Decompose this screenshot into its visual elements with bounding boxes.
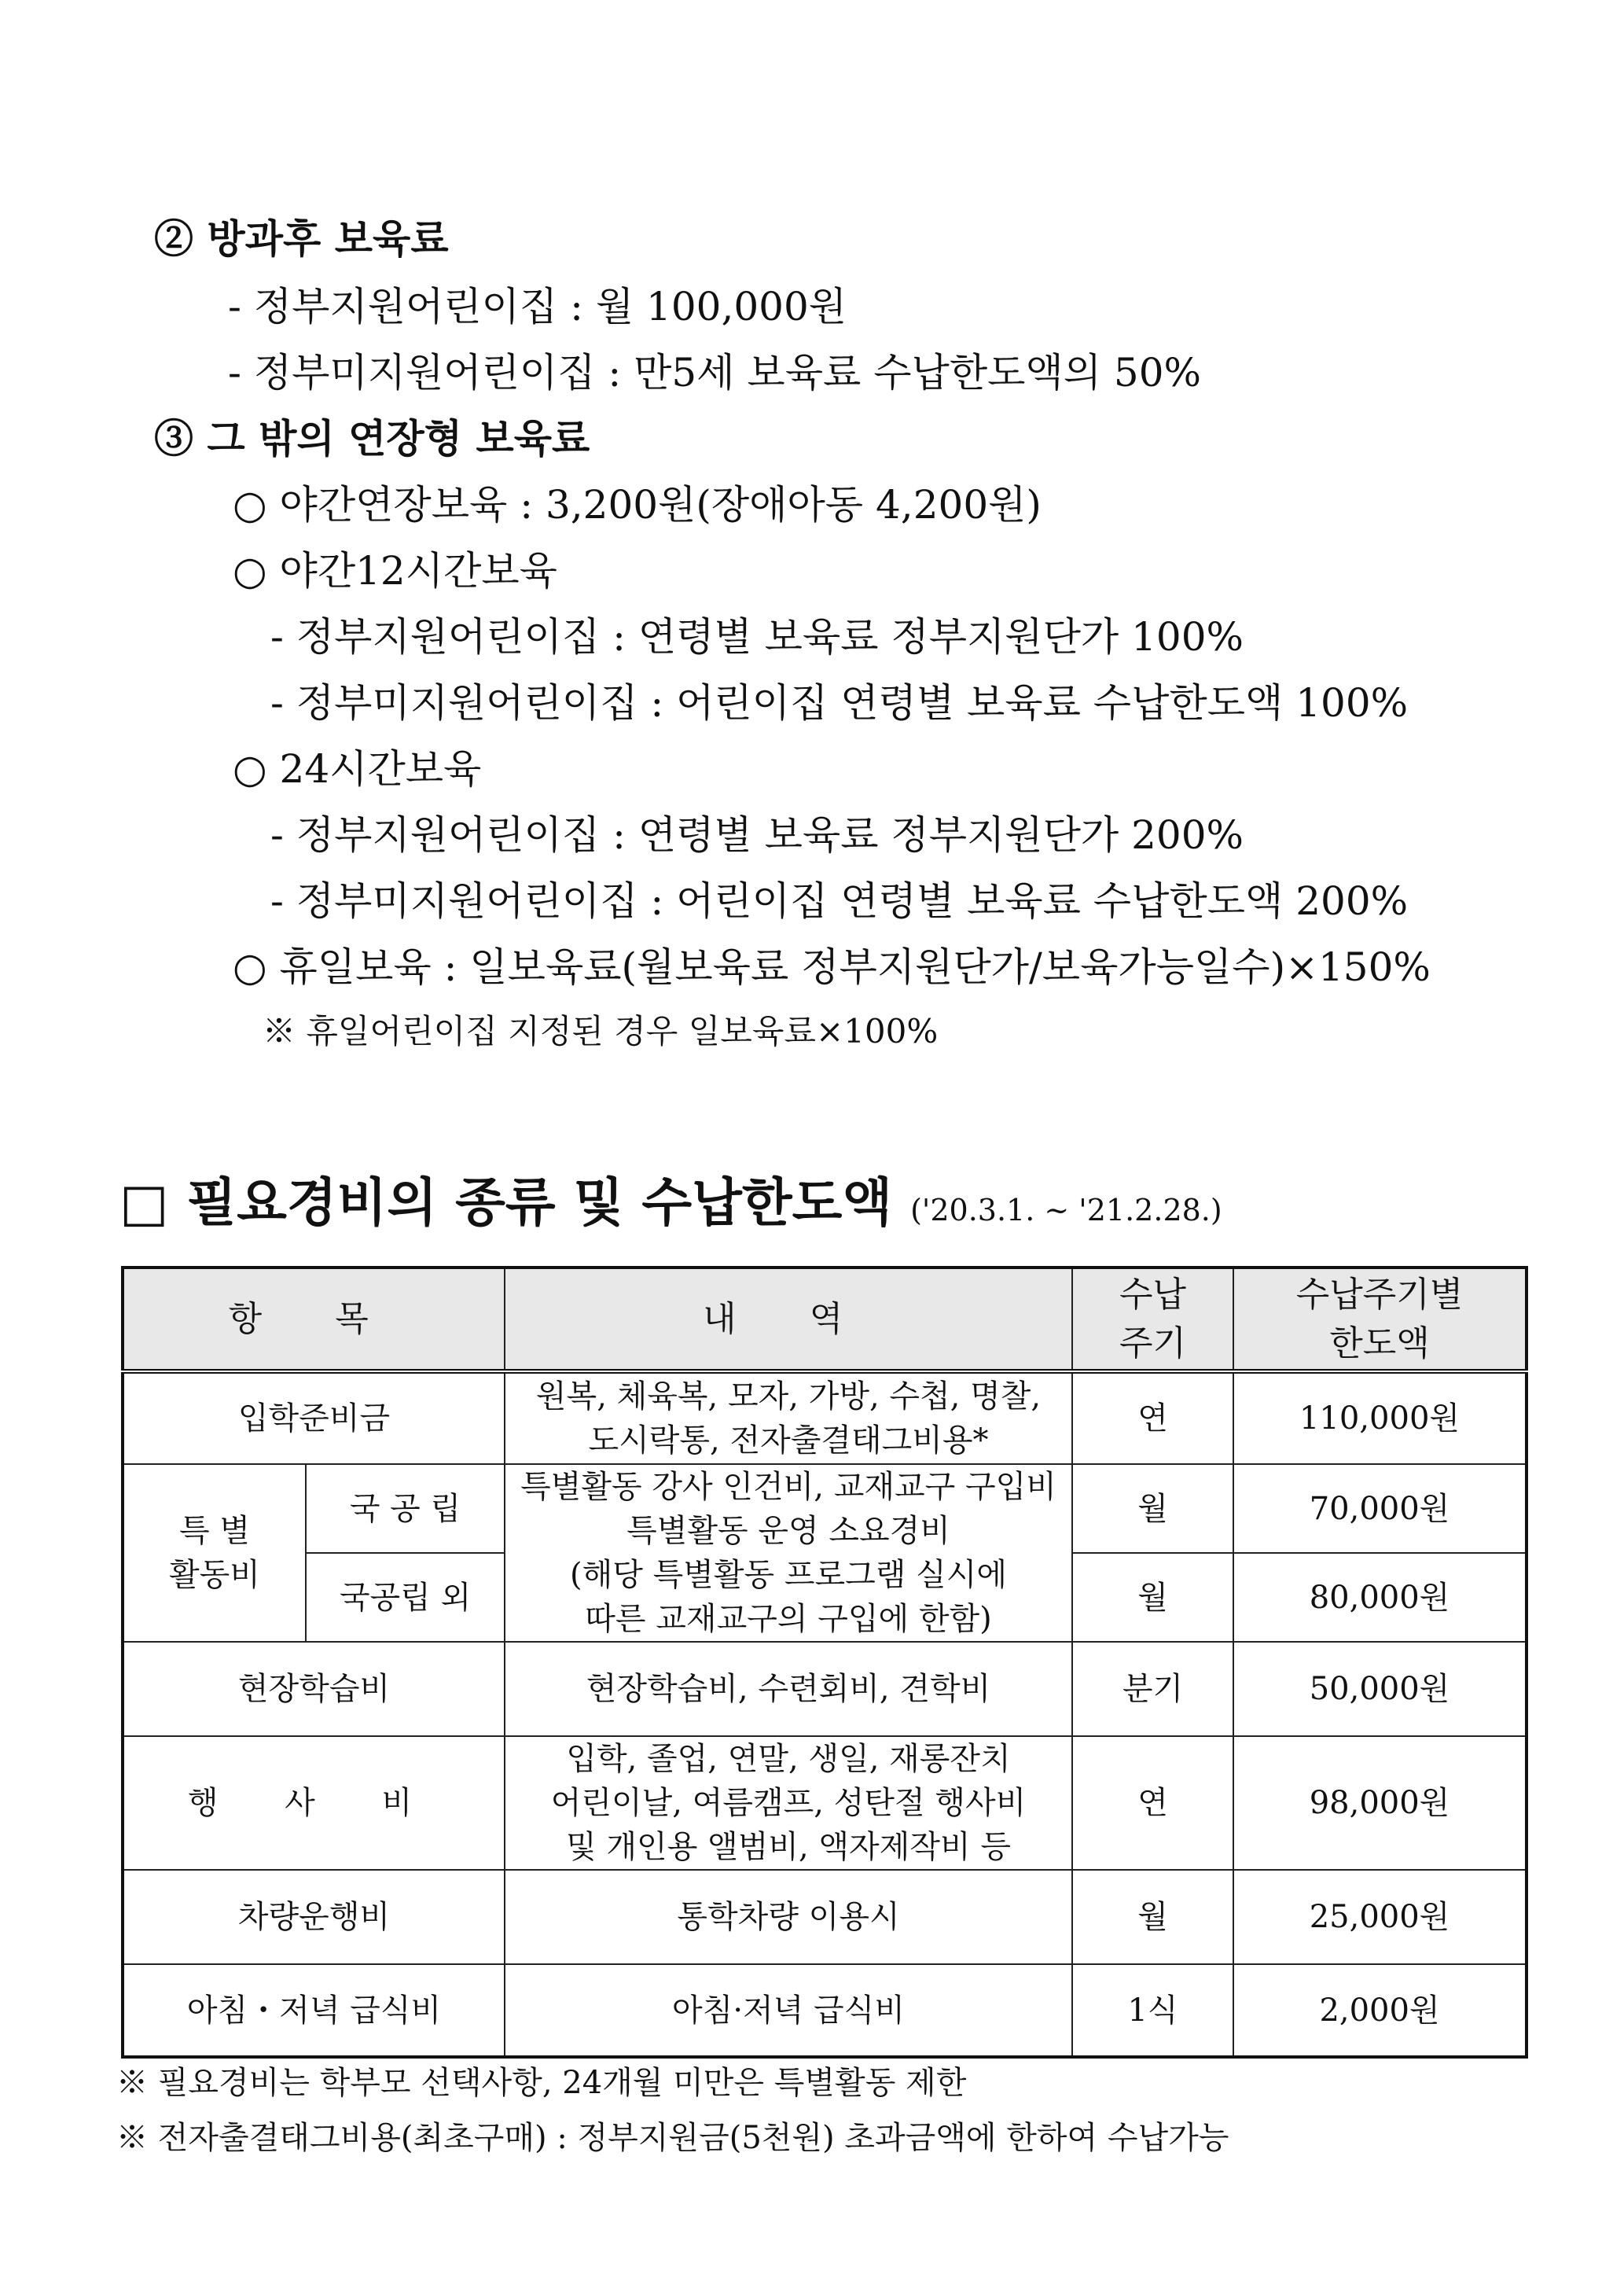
table-header-row [123, 1268, 1527, 1371]
after-school-heading: ② 방과후 보육료 [154, 215, 449, 262]
table-row-special-public [123, 1464, 1527, 1553]
section-period: ('20.3.1. ~ '21.2.28.) [910, 1193, 1222, 1227]
cell-item: 차량운행비 [123, 1870, 505, 1964]
night-12h-item-non-government: - 정부미지원어린이집 : 어린이집 연령별 보육료 수납한도액 100% [270, 680, 1409, 726]
cell-limit: 80,000원 [1233, 1553, 1527, 1642]
night-12h-item-government: - 정부지원어린이집 : 연령별 보육료 정부지원단가 100% [270, 614, 1244, 660]
cell-limit: 98,000원 [1233, 1736, 1527, 1870]
cell-limit: 25,000원 [1233, 1870, 1527, 1964]
cell-cycle: 연 [1072, 1736, 1233, 1870]
cell-limit: 50,000원 [1233, 1642, 1527, 1736]
cell-limit: 70,000원 [1233, 1464, 1527, 1553]
cell-detail: 입학, 졸업, 연말, 생일, 재롱잔치 어린이날, 여름캠프, 성탄절 행사비 및 개인용 앨범비, 액자제작비 등 [505, 1736, 1072, 1870]
night-extension-item: ○ 야간연장보육 : 3,200원(장애아동 4,200원) [233, 482, 1042, 528]
night-12h-label: ○ 야간12시간보육 [233, 548, 557, 594]
holiday-care-item: ○ 휴일보육 : 일보육료(월보육료 정부지원단가/보육가능일수)×150% [233, 944, 1431, 990]
table-row-field-trip [123, 1642, 1527, 1736]
cell-item: 입학준비금 [123, 1371, 505, 1464]
footnote-special-activity: ※ 필요경비는 학부모 선택사항, 24개월 미만은 특별활동 제한 [116, 2065, 967, 2101]
footnote-attendance-tag: ※ 전자출결태그비용(최초구매) : 정부지원금(5천원) 초과금액에 한하여 수납가능 [116, 2120, 1229, 2156]
table-row-admission [123, 1371, 1527, 1464]
care-24h-item-non-government: - 정부미지원어린이집 : 어린이집 연령별 보육료 수납한도액 200% [270, 878, 1409, 924]
cell-subitem-public: 국 공 립 [306, 1464, 505, 1553]
header-limit: 수납주기별 한도액 [1233, 1268, 1527, 1371]
cell-item-special: 특 별 활동비 [123, 1464, 306, 1642]
header-cycle: 수납 주기 [1072, 1268, 1233, 1371]
table-row-meal [123, 1964, 1527, 2057]
care-24h-label: ○ 24시간보육 [233, 746, 482, 792]
section-title-text: □ 필요경비의 종류 및 수납한도액 [119, 1172, 893, 1233]
cell-limit: 2,000원 [1233, 1964, 1527, 2057]
cell-item: 현장학습비 [123, 1642, 505, 1736]
header-detail: 내 역 [505, 1268, 1072, 1371]
section-title [119, 1172, 1222, 1242]
cell-cycle: 연 [1072, 1371, 1233, 1464]
cell-cycle: 월 [1072, 1870, 1233, 1964]
cell-cycle: 분기 [1072, 1642, 1233, 1736]
cell-item: 행 사 비 [123, 1736, 505, 1870]
extended-care-heading: ③ 그 밖의 연장형 보육료 [154, 415, 590, 462]
care-24h-item-government: - 정부지원어린이집 : 연령별 보육료 정부지원단가 200% [270, 812, 1244, 858]
cell-detail-special: 특별활동 강사 인건비, 교재교구 구입비 특별활동 운영 소요경비 (해당 특별활동 프로그램 실시에 따른 교재교구의 구입에 한함) [505, 1464, 1072, 1642]
holiday-care-note: ※ 휴일어린이집 지정된 경우 일보육료×100% [263, 1012, 939, 1050]
cell-detail: 현장학습비, 수련회비, 견학비 [505, 1642, 1072, 1736]
table-row-event [123, 1736, 1527, 1870]
cell-detail: 통학차량 이용시 [505, 1870, 1072, 1964]
cell-limit: 110,000원 [1233, 1371, 1527, 1464]
cell-subitem-other: 국공립 외 [306, 1553, 505, 1642]
cell-detail: 원복, 체육복, 모자, 가방, 수첩, 명찰, 도시락통, 전자출결태그비용* [505, 1371, 1072, 1464]
after-school-item-non-government: - 정부미지원어린이집 : 만5세 보육료 수납한도액의 50% [228, 350, 1202, 396]
cell-cycle: 월 [1072, 1464, 1233, 1553]
after-school-item-government: - 정부지원어린이집 : 월 100,000원 [228, 284, 847, 329]
cell-item: 아침・저녁 급식비 [123, 1964, 505, 2057]
header-item: 항 목 [123, 1268, 505, 1371]
required-expenses-table [121, 1266, 1528, 2059]
table-row-vehicle [123, 1870, 1527, 1964]
cell-detail: 아침·저녁 급식비 [505, 1964, 1072, 2057]
cell-cycle: 1식 [1072, 1964, 1233, 2057]
cell-cycle: 월 [1072, 1553, 1233, 1642]
